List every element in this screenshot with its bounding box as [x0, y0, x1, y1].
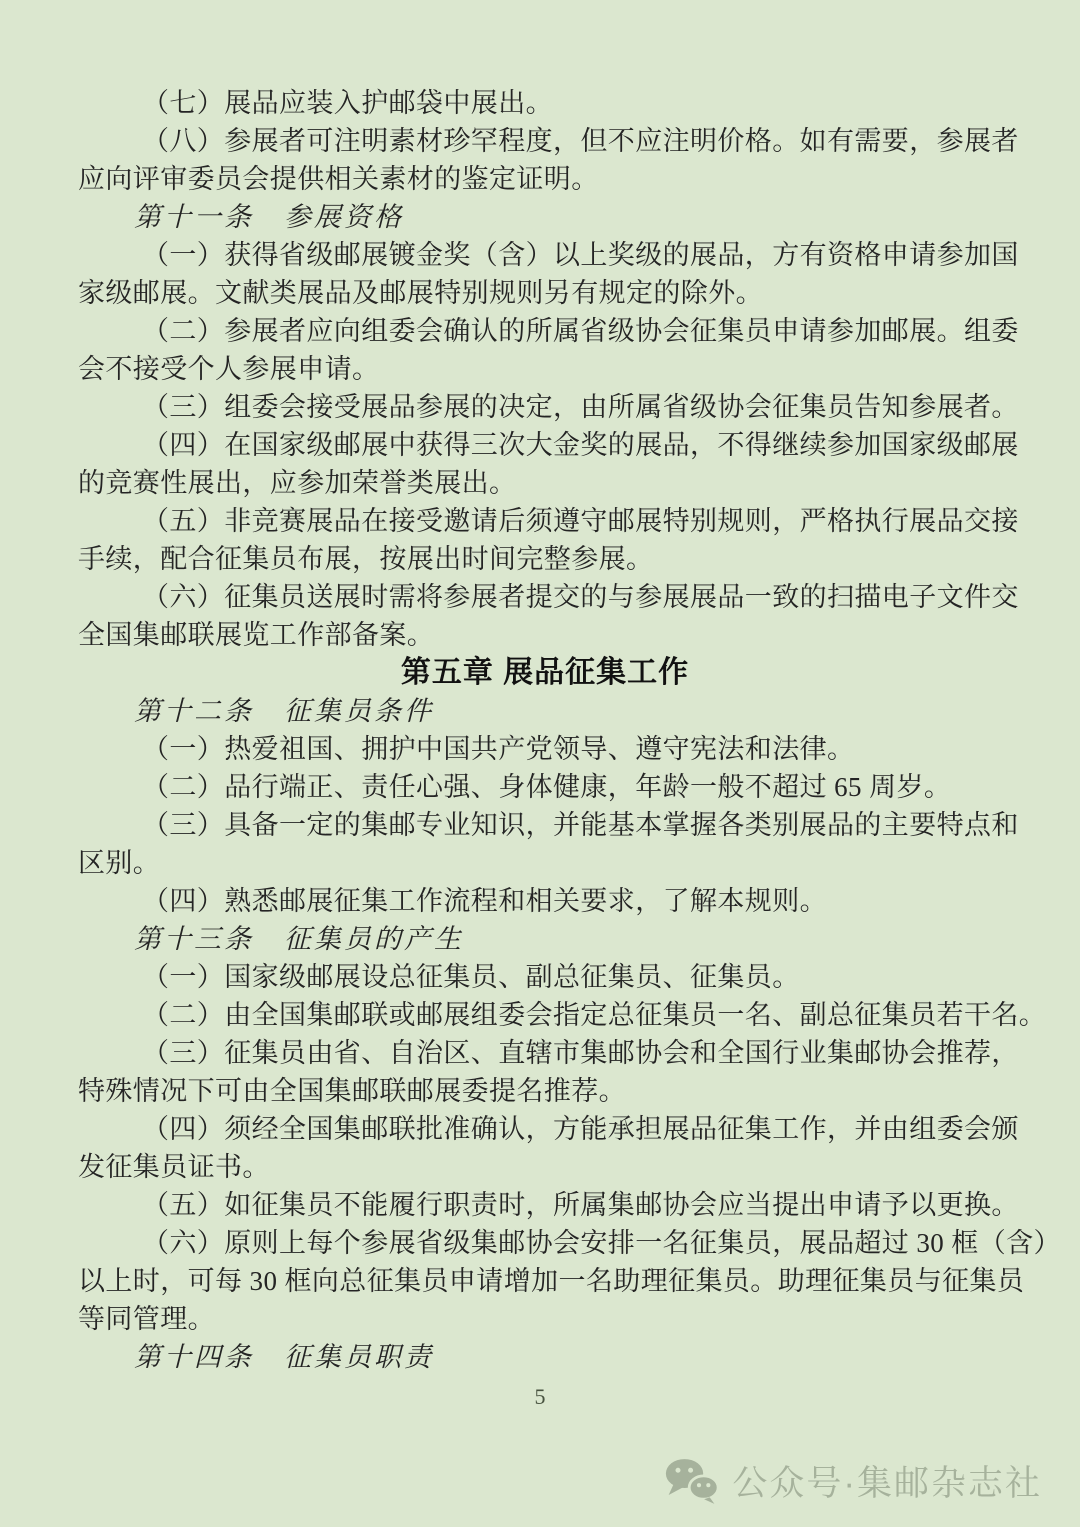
text-line: 应向评审委员会提供相关素材的鉴定证明。 — [78, 164, 599, 194]
text-line: （五）非竞赛展品在接受邀请后须遵守邮展特别规则，严格执行展品交接 — [142, 506, 1019, 536]
text-line: 全国集邮联展览工作部备案。 — [78, 620, 435, 650]
text-line: （一）国家级邮展设总征集员、副总征集员、征集员。 — [142, 962, 800, 992]
text-line: 区别。 — [78, 848, 161, 878]
text-line: （四）须经全国集邮联批准确认，方能承担展品征集工作，并由组委会颁 — [142, 1114, 1019, 1144]
document-body — [78, 84, 1061, 1376]
text-line: （三）征集员由省、自治区、直辖市集邮协会和全国行业集邮协会推荐， — [142, 1038, 1019, 1068]
article-heading: 第十四条 征集员职责 — [134, 1342, 434, 1372]
text-line: 特殊情况下可由全国集邮联邮展委提名推荐。 — [78, 1076, 626, 1106]
text-line: （一）热爱祖国、拥护中国共产党领导、遵守宪法和法律。 — [142, 734, 855, 764]
text-line: 以上时，可每 30 框向总征集员申请增加一名助理征集员。助理征集员与征集员 — [78, 1266, 1025, 1296]
text-line: 家级邮展。文献类展品及邮展特别规则另有规定的除外。 — [78, 278, 763, 308]
page-number: 5 — [534, 1384, 546, 1409]
text-line: （四）熟悉邮展征集工作流程和相关要求，了解本规则。 — [142, 886, 827, 916]
watermark-text: 公众号·集邮杂志社 — [732, 1464, 1042, 1503]
text-line: （三）组委会接受展品参展的决定，由所属省级协会征集员告知参展者。 — [142, 392, 1019, 422]
article-heading: 第十三条 征集员的产生 — [134, 924, 464, 954]
text-line: （六）原则上每个参展省级集邮协会安排一名征集员，展品超过 30 框（含） — [142, 1228, 1061, 1258]
text-line: （八）参展者可注明素材珍罕程度，但不应注明价格。如有需要，参展者 — [142, 126, 1019, 156]
text-line: （七）展品应装入护邮袋中展出。 — [142, 88, 553, 118]
text-line: 发征集员证书。 — [78, 1152, 270, 1182]
text-line: （二）参展者应向组委会确认的所属省级协会征集员申请参加邮展。组委 — [142, 316, 1019, 346]
text-line: 会不接受个人参展申请。 — [78, 354, 380, 384]
text-line: （六）征集员送展时需将参展者提交的与参展展品一致的扫描电子文件交 — [142, 582, 1019, 612]
article-heading: 第十一条 参展资格 — [134, 202, 404, 232]
watermark — [664, 1456, 1042, 1506]
text-line: （二）由全国集邮联或邮展组委会指定总征集员一名、副总征集员若干名。 — [142, 1000, 1047, 1030]
text-line: （五）如征集员不能履行职责时，所属集邮协会应当提出申请予以更换。 — [142, 1190, 1019, 1220]
text-line: 的竞赛性展出，应参加荣誉类展出。 — [78, 468, 517, 498]
chapter-heading: 第五章 展品征集工作 — [400, 656, 690, 689]
text-line: （三）具备一定的集邮专业知识，并能基本掌握各类别展品的主要特点和 — [142, 810, 1019, 840]
article-heading: 第十二条 征集员条件 — [134, 696, 434, 726]
text-line: 手续，配合征集员布展，按展出时间完整参展。 — [78, 544, 654, 574]
text-line: （一）获得省级邮展镀金奖（含）以上奖级的展品，方有资格申请参加国 — [142, 240, 1019, 270]
wechat-icon — [664, 1457, 720, 1505]
text-line: （四）在国家级邮展中获得三次大金奖的展品，不得继续参加国家级邮展 — [142, 430, 1019, 460]
text-line: 等同管理。 — [78, 1304, 215, 1334]
text-line: （二）品行端正、责任心强、身体健康，年龄一般不超过 65 周岁。 — [142, 772, 952, 802]
